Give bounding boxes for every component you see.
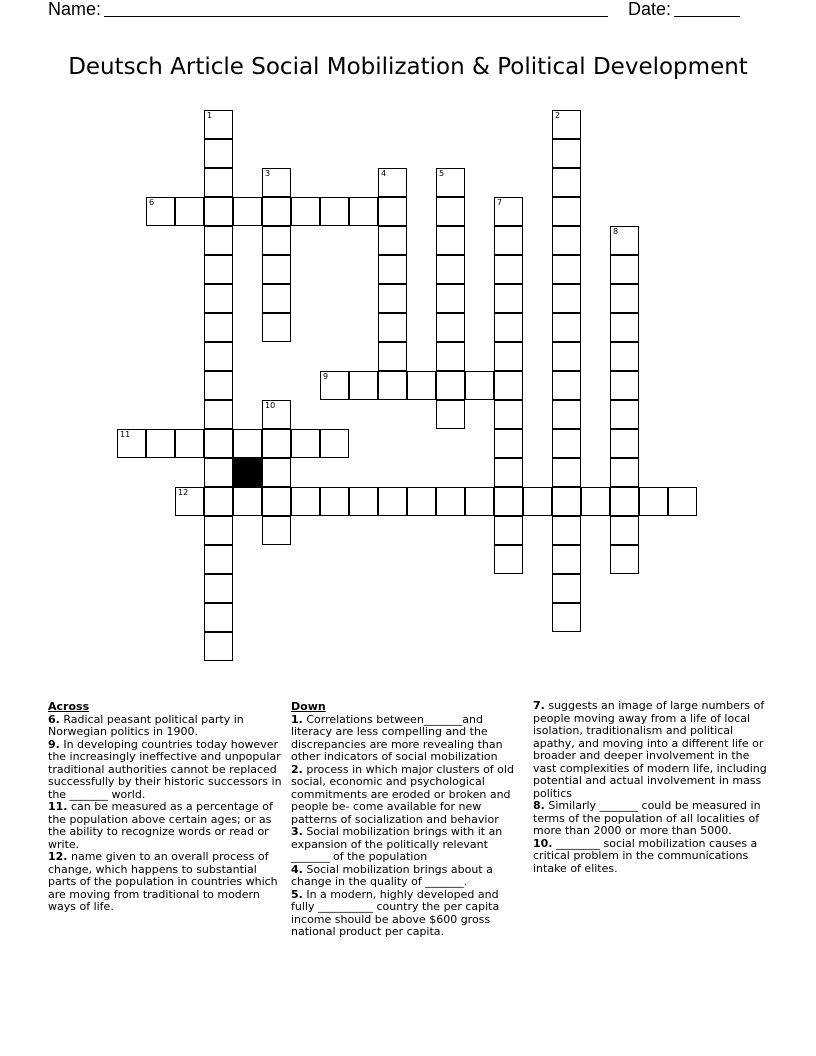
grid-cell[interactable] [494,226,523,255]
clue-number: 6 [149,198,155,207]
clue-item [291,764,521,827]
name-label: Name: [48,0,102,19]
grid-cell[interactable] [436,197,465,226]
grid-cell[interactable] [204,139,233,168]
clue-number: 12 [178,488,189,497]
grid-cell[interactable] [407,487,436,516]
grid-cell[interactable] [465,487,494,516]
grid-cell[interactable] [610,371,639,400]
grid-cell[interactable] [552,168,581,197]
grid-cell[interactable] [262,284,291,313]
clue-number: 2 [555,111,561,120]
grid-cell[interactable] [262,168,291,197]
clue-number: 1 [207,111,213,120]
grid-cell[interactable] [204,603,233,632]
grid-cell[interactable] [204,458,233,487]
grid-cell[interactable] [291,429,320,458]
grid-cell[interactable] [668,487,697,516]
clue-item-text: Similarly _______ could be measured in terms of the population of all localities of more than 2000 or more than 5000. [533,799,761,837]
grid-cell[interactable] [291,487,320,516]
grid-cell[interactable] [349,197,378,226]
grid-cell[interactable] [378,371,407,400]
grid-cell[interactable] [610,313,639,342]
grid-cell[interactable] [262,197,291,226]
grid-cell[interactable] [204,110,233,139]
clue-item-number: 9. [48,737,60,751]
grid-cell[interactable] [494,342,523,371]
grid-cell[interactable] [320,487,349,516]
grid-cell[interactable] [494,197,523,226]
grid-cell[interactable] [204,632,233,661]
grid-cell[interactable] [175,429,204,458]
grid-cell[interactable] [552,139,581,168]
clue-item [291,889,521,939]
clue-item-number: 5. [291,887,303,901]
clue-item-text: process in which major clusters of old social, economic and psychological commitments are eroded or broken and people be- come available for new patterns of socialization and behavior [291,762,514,826]
clue-item-number: 4. [291,862,303,876]
clue-item [291,714,521,764]
grid-cell[interactable] [117,429,146,458]
grid-cell[interactable] [378,313,407,342]
clue-item [48,801,282,851]
date-label: Date: [628,0,672,19]
grid-cell[interactable] [494,371,523,400]
grid-cell[interactable] [175,487,204,516]
grid-cell[interactable] [552,429,581,458]
grid-cell[interactable] [204,168,233,197]
grid-cell[interactable] [262,400,291,429]
clue-item [291,864,521,889]
clue-item-text: Correlations between_______and literacy are less compelling and the discrepancies are more revealing than other indicators of social mobilization [291,712,503,763]
grid-cell[interactable] [204,197,233,226]
clue-item-number: 3. [291,825,303,838]
grid-cell[interactable] [610,226,639,255]
clue-item [48,714,282,739]
grid-cell[interactable] [552,371,581,400]
grid-cell[interactable] [552,110,581,139]
grid-cell[interactable] [494,487,523,516]
clue-number: 9 [323,372,329,381]
grid-cell[interactable] [494,458,523,487]
clue-item-text: In developing countries today however the increasingly ineffective and unpopular traditional authorities cannot be replaced successfully by their historic successors in the _______ world. [48,737,282,801]
grid-cell[interactable] [610,516,639,545]
clue-item [533,700,769,800]
grid-cell[interactable] [349,487,378,516]
grid-cell[interactable] [436,313,465,342]
grid-cell[interactable] [465,371,494,400]
clue-item-number: 8. [533,799,545,812]
grid-cell[interactable] [552,458,581,487]
grid-cell[interactable] [204,545,233,574]
grid-cell[interactable] [204,371,233,400]
grid-cell[interactable] [436,226,465,255]
grid-cell[interactable] [494,313,523,342]
grid-cell[interactable] [494,545,523,574]
grid-cell[interactable] [320,429,349,458]
grid-cell[interactable] [552,342,581,371]
puzzle-title: Deutsch Article Social Mobilization & Political Development [68,54,748,80]
grid-cell[interactable] [262,458,291,487]
clue-number: 11 [120,430,131,439]
clue-item-text: Social mobilization brings about a change in the quality of _______. [291,862,493,888]
clue-item-text: Radical peasant political party in Norwegian politics in 1900. [48,712,244,738]
grid-cell[interactable] [378,342,407,371]
grid-cell[interactable] [262,255,291,284]
grid-cell[interactable] [494,400,523,429]
grid-cell[interactable] [204,313,233,342]
grid-cell[interactable] [204,487,233,516]
grid-cell[interactable] [552,255,581,284]
clue-item [48,739,282,802]
grid-cell[interactable] [378,226,407,255]
clue-number: 3 [265,169,271,178]
clue-number: 4 [381,169,387,178]
down-clues-continued [533,700,769,875]
grid-cell[interactable] [581,487,610,516]
down-heading: Down [291,700,326,713]
grid-cell[interactable] [552,313,581,342]
grid-cell[interactable] [436,284,465,313]
grid-cell[interactable] [262,516,291,545]
grid-cell[interactable] [378,255,407,284]
grid-cell[interactable] [146,429,175,458]
grid-cell[interactable] [610,545,639,574]
grid-cell[interactable] [494,516,523,545]
grid-cell[interactable] [436,400,465,429]
clue-number: 8 [613,227,619,236]
grid-cell[interactable] [552,197,581,226]
clue-item-text: suggests an image of large numbers of people moving away from a life of local isolation, traditionalism and political apathy, and moving into a different life or broader and deeper involvement in the vast complexities of modern life, including potential and actual involvement in mass politics [533,699,767,800]
clue-number: 5 [439,169,445,178]
grid-cell[interactable] [610,255,639,284]
grid-cell[interactable] [146,197,175,226]
clue-item-text: can be measured as a percentage of the population above certain ages; or as the ability to recognize words or read or write. [48,800,273,851]
grid-cell[interactable] [291,197,320,226]
clue-number: 10 [265,401,276,410]
grid-cell[interactable] [610,342,639,371]
clue-item-number: 12. [48,850,68,863]
grid-cell[interactable] [378,487,407,516]
grid-cell[interactable] [610,458,639,487]
grid-cell[interactable] [378,168,407,197]
grid-cell[interactable] [204,574,233,603]
clue-item [533,838,769,876]
grid-cell[interactable] [378,197,407,226]
grid-cell[interactable] [175,197,204,226]
grid-cell[interactable] [610,487,639,516]
across-heading: Across [48,700,90,713]
grid-cell[interactable] [639,487,668,516]
clue-item-number: 7. [533,699,545,712]
clue-item-text: In a modern, highly developed and fully __________ country the per capita income should be above $600 gross national product per capita. [291,887,500,938]
across-clues [48,700,282,914]
grid-cell[interactable] [378,284,407,313]
grid-cell[interactable] [204,226,233,255]
grid-cell[interactable] [204,429,233,458]
black-square [233,458,262,487]
grid-cell[interactable] [552,487,581,516]
grid-cell[interactable] [494,429,523,458]
grid-cell[interactable] [610,400,639,429]
clue-item [291,826,521,864]
grid-cell[interactable] [262,313,291,342]
grid-cell[interactable] [494,255,523,284]
grid-cell[interactable] [233,487,262,516]
grid-cell[interactable] [552,516,581,545]
grid-cell[interactable] [552,574,581,603]
clue-item [533,800,769,838]
grid-cell[interactable] [436,255,465,284]
grid-cell[interactable] [320,197,349,226]
grid-cell[interactable] [436,371,465,400]
grid-cell[interactable] [552,545,581,574]
clue-item-text: ________ social mobilization causes a critical problem in the communications intake of elites. [533,836,758,875]
clue-item-text: name given to an overall process of change, which happens to substantial parts of the population in countries which are moving from traditional to modern ways of life. [48,850,278,913]
grid-cell[interactable] [204,284,233,313]
grid-cell[interactable] [610,284,639,313]
grid-cell[interactable] [436,487,465,516]
grid-cell[interactable] [204,400,233,429]
grid-cell[interactable] [436,168,465,197]
grid-cell[interactable] [552,400,581,429]
clue-item-text: Social mobilization brings with it an expansion of the politically relevant _______ of the population [291,825,503,863]
grid-cell[interactable] [262,226,291,255]
grid-cell[interactable] [262,429,291,458]
grid-cell[interactable] [523,487,552,516]
clue-item-number: 10. [533,836,553,850]
grid-cell[interactable] [552,603,581,632]
clue-item-number: 1. [291,712,303,726]
clue-item [48,851,282,914]
clue-item-number: 6. [48,712,60,726]
grid-cell[interactable] [204,255,233,284]
grid-cell[interactable] [320,371,349,400]
grid-cell[interactable] [407,371,436,400]
clue-number: 7 [497,198,503,207]
clue-item-number: 2. [291,762,303,776]
grid-cell[interactable] [436,342,465,371]
clue-item-number: 11. [48,800,68,813]
grid-cell[interactable] [233,429,262,458]
grid-cell[interactable] [233,197,262,226]
grid-cell[interactable] [204,342,233,371]
grid-cell[interactable] [349,371,378,400]
grid-cell[interactable] [262,487,291,516]
grid-cell[interactable] [610,429,639,458]
grid-cell[interactable] [552,226,581,255]
grid-cell[interactable] [204,516,233,545]
down-clues [291,700,521,939]
grid-cell[interactable] [552,284,581,313]
grid-cell[interactable] [494,284,523,313]
